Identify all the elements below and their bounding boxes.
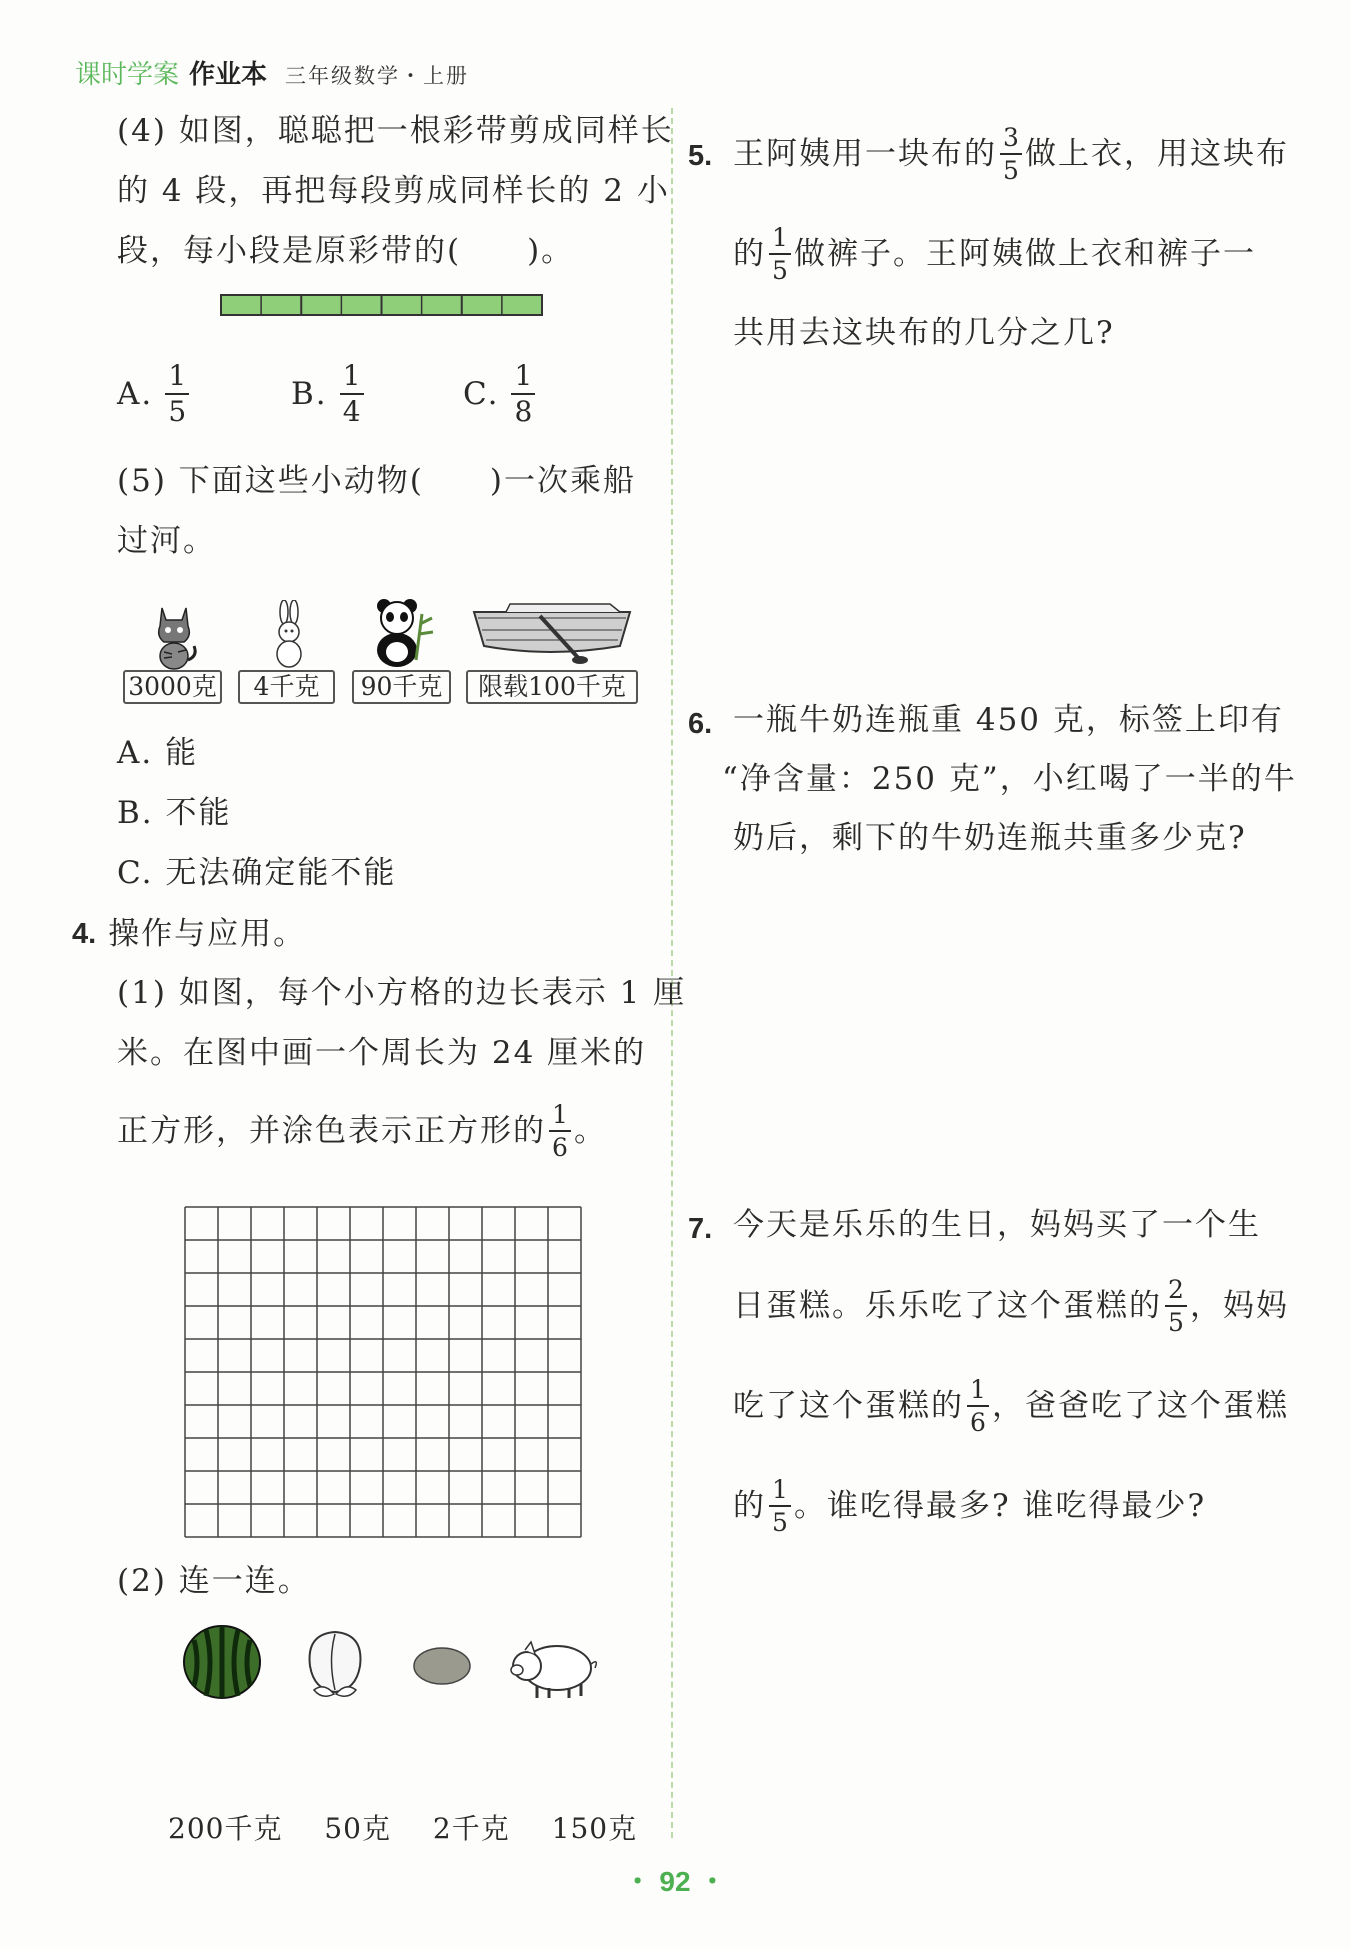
weight-box-rabbit: 4千克 — [238, 670, 335, 704]
option-a-fraction: $\frac{1}{5}$ — [165, 362, 189, 426]
q7-line3: 吃了这个蛋糕的 $\frac{1}{6}$ ，爸爸吃了这个蛋糕 — [733, 1375, 1289, 1437]
q5-fraction-1: $\frac{3}{5}$ — [1000, 125, 1022, 183]
q-sub5-line2: 过河。 — [117, 523, 216, 559]
page-header — [75, 54, 469, 91]
q-sub5-option-c[interactable]: C. 无法确定能不能 — [117, 855, 397, 891]
q7-fraction-2: $\frac{1}{6}$ — [967, 1377, 989, 1435]
q-sub5-line1: (5) 下面这些小动物( )一次乘船 — [117, 463, 636, 499]
q6-line3: 奶后，剩下的牛奶连瓶共重多少克? — [733, 820, 1247, 856]
q5-fraction-2: $\frac{1}{5}$ — [769, 225, 791, 283]
q4-heading — [72, 918, 306, 951]
option-c-fraction: $\frac{1}{8}$ — [511, 362, 535, 426]
peach-icon — [300, 1624, 370, 1704]
weight-label-2: 50克 — [324, 1812, 391, 1845]
cat-icon — [148, 602, 200, 670]
column-divider — [671, 108, 673, 1838]
book-subtitle: 三年级数学・上册 — [285, 64, 470, 88]
q5-line2: 的 $\frac{1}{5}$ 做裤子。王阿姨做上衣和裤子一 — [733, 223, 1256, 285]
weight-label-1: 200千克 — [168, 1812, 283, 1845]
ribbon-diagram — [220, 294, 544, 318]
square-grid[interactable] — [183, 1205, 583, 1539]
weight-box-cat: 3000克 — [123, 670, 222, 704]
q-sub4-line3: 段，每小段是原彩带的( )。 — [117, 233, 575, 269]
q4-sub1-line2: 米。在图中画一个周长为 24 厘米的 — [117, 1035, 647, 1071]
boat-icon — [470, 596, 634, 666]
q-sub4-line1: (4) 如图，聪聪把一根彩带剪成同样长 — [117, 113, 674, 149]
q-sub5-option-b[interactable]: B. 不能 — [117, 795, 232, 831]
page-number: ・ 92 ・ — [623, 1866, 727, 1897]
q7-line4: 的 $\frac{1}{5}$ 。谁吃得最多? 谁吃得最少? — [733, 1475, 1207, 1537]
q4-sub1-line3: 正方形，并涂色表示正方形的 $\frac{1}{6}$ 。 — [117, 1100, 607, 1162]
q5-line1: 王阿姨用一块布的 $\frac{3}{5}$ 做上衣，用这块布 — [733, 123, 1289, 185]
q4-sub2-title: (2) 连一连。 — [117, 1563, 311, 1599]
q6-line2: “净含量：250 克”，小红喝了一半的牛 — [722, 761, 1297, 797]
q7-line2: 日蛋糕。乐乐吃了这个蛋糕的 $\frac{2}{5}$ ，妈妈 — [733, 1275, 1289, 1337]
q4-number: 4. — [72, 918, 97, 950]
weight-label-3: 2千克 — [432, 1812, 510, 1845]
egg-icon — [412, 1646, 472, 1686]
rabbit-icon — [262, 600, 314, 670]
q6-line1: 一瓶牛奶连瓶重 450 克，标签上印有 — [733, 702, 1284, 738]
weight-label-4: 150克 — [551, 1812, 638, 1845]
q4-weights-row — [168, 1812, 638, 1845]
q5-line3: 共用去这块布的几分之几? — [733, 315, 1115, 351]
weight-box-boat: 限载100千克 — [466, 670, 638, 704]
option-a[interactable]: A. $\frac{1}{5}$ — [117, 362, 291, 426]
pig-icon — [503, 1636, 599, 1702]
book-name: 作业本 — [189, 60, 268, 90]
q-sub4-line2: 的 4 段，再把每段剪成同样长的 2 小 — [117, 173, 670, 209]
q-sub5-option-a[interactable]: A. 能 — [117, 735, 199, 771]
option-b-fraction: $\frac{1}{4}$ — [340, 362, 364, 426]
watermelon-icon — [180, 1622, 264, 1702]
q7-fraction-3: $\frac{1}{5}$ — [769, 1477, 791, 1535]
weight-box-panda: 90千克 — [352, 670, 451, 704]
option-b[interactable]: B. $\frac{1}{4}$ — [291, 362, 463, 426]
q7-fraction-1: $\frac{2}{5}$ — [1165, 1277, 1187, 1335]
q5-number: 5. — [688, 140, 713, 172]
q-sub4-options — [117, 359, 538, 428]
q4-title: 操作与应用。 — [108, 916, 307, 952]
option-c[interactable]: C. $\frac{1}{8}$ — [463, 362, 538, 426]
q7-line1: 今天是乐乐的生日，妈妈买了一个生 — [733, 1207, 1261, 1243]
panda-icon — [364, 594, 440, 670]
brand-name: 课时学案 — [75, 60, 180, 90]
q4-sub1-fraction: $\frac{1}{6}$ — [549, 1102, 571, 1160]
q4-sub1-line1: (1) 如图，每个小方格的边长表示 1 厘 — [117, 975, 687, 1011]
q6-number: 6. — [688, 708, 713, 740]
q7-number: 7. — [688, 1213, 713, 1245]
